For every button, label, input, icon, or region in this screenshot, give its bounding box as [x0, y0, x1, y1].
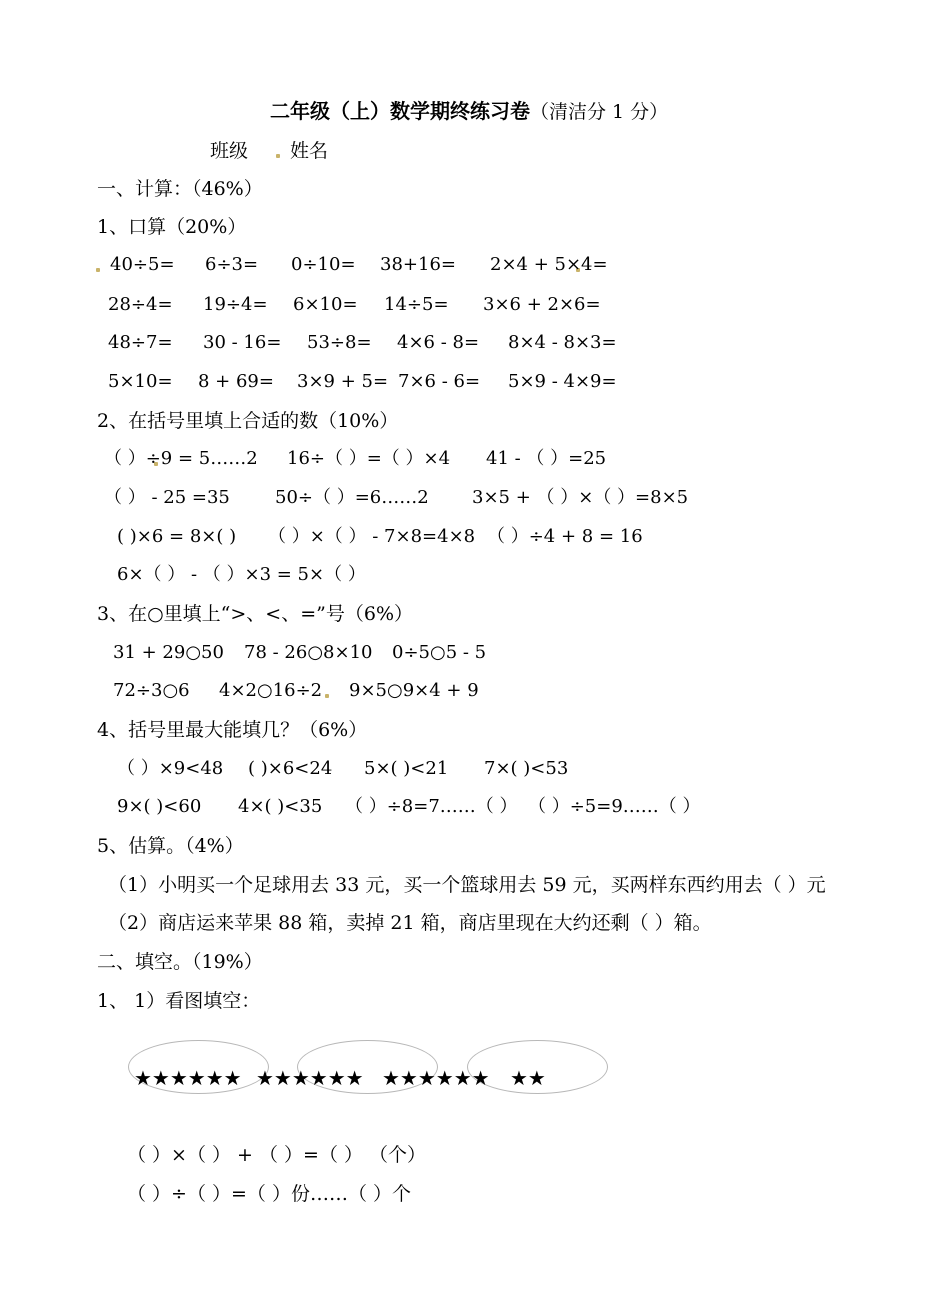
page-title — [270, 99, 668, 124]
oral-item: 53÷8= — [307, 332, 372, 353]
fill-item: 3×5 + （ ）×（ ）=8×5 — [472, 487, 689, 508]
section2-heading: 二、填空。（19%） — [97, 951, 263, 973]
star-group-3: ★★★★★★ — [382, 1066, 490, 1090]
oral-item: 3×9 + 5= — [297, 371, 389, 392]
oral-item: 30 - 16= — [203, 332, 282, 353]
scan-dot — [325, 694, 329, 698]
oral-item: 40÷5= — [110, 254, 175, 275]
fill-item: ( )×6 = 8×( ) — [117, 526, 237, 547]
fill-item: 41 - （ ）=25 — [486, 448, 607, 469]
oral-item: 2×4 + 5×4= — [490, 254, 608, 275]
oral-item: 8 + 69= — [198, 371, 274, 392]
compare-item: 0÷5○5 - 5 — [392, 642, 487, 663]
oral-item: 6×10= — [293, 294, 358, 315]
fill-item: （ ）÷4 + 8 = 16 — [487, 526, 643, 547]
max-item: （ ）÷8=7……（ ） — [345, 796, 518, 817]
oral-item: 14÷5= — [384, 294, 449, 315]
title-sub: （清洁分 1 分） — [530, 101, 669, 123]
figure-line-2: （ ）÷（ ）=（ ）份……（ ）个 — [127, 1183, 411, 1205]
q3-heading: 3、在○里填上“>、<、=”号（6%） — [97, 603, 413, 625]
estimate-item-1: （1）小明买一个足球用去 33 元，买一个篮球用去 59 元，买两样东西约用去（ ）元 — [108, 874, 826, 896]
s2-q1-heading: 1、 1）看图填空： — [97, 990, 261, 1012]
scan-dot — [96, 268, 100, 272]
max-item: ( )×6<24 — [248, 758, 333, 779]
max-item: 4×( )<35 — [238, 796, 323, 817]
oral-item: 28÷4= — [108, 294, 173, 315]
scan-dot — [276, 154, 280, 158]
star-group-4: ★★ — [510, 1066, 546, 1090]
fill-item: （ ）×（ ） - 7×8=4×8 — [268, 526, 476, 547]
star-group-1: ★★★★★★ — [134, 1066, 242, 1090]
section1-heading: 一、计算：（46%） — [97, 178, 263, 200]
title-main: 二年级（上）数学期终练习卷 — [270, 99, 530, 123]
oral-item: 38+16= — [380, 254, 456, 275]
compare-item: 78 - 26○8×10 — [244, 642, 373, 663]
oral-item: 5×10= — [108, 371, 173, 392]
max-item: （ ）÷5=9……（ ） — [528, 796, 701, 817]
oral-item: 4×6 - 8= — [397, 332, 480, 353]
fill-item: （ ） - 25 =35 — [104, 487, 230, 508]
oral-item: 6÷3= — [205, 254, 259, 275]
fill-item: 16÷（ ）=（ ）×4 — [287, 448, 451, 469]
compare-item: 72÷3○6 — [113, 680, 190, 701]
oral-item: 8×4 - 8×3= — [508, 332, 617, 353]
figure-line-1: （ ）×（ ） + （ ）=（ ） （个） — [127, 1144, 427, 1166]
oral-item: 0÷10= — [291, 254, 356, 275]
compare-item: 9×5○9×4 + 9 — [349, 680, 479, 701]
q1-heading: 1、口算（20%） — [97, 216, 247, 238]
fill-item: （ ）÷9 = 5……2 — [104, 448, 258, 469]
class-label: 班级 — [210, 140, 249, 162]
q5-heading: 5、估算。（4%） — [97, 835, 244, 857]
oral-item: 19÷4= — [203, 294, 268, 315]
name-label: 姓名 — [290, 140, 329, 162]
estimate-item-2: （2）商店运来苹果 88 箱，卖掉 21 箱，商店里现在大约还剩（ ）箱。 — [108, 912, 712, 934]
max-item: 5×( )<21 — [364, 758, 449, 779]
oral-item: 7×6 - 6= — [398, 371, 481, 392]
star-group-2: ★★★★★★ — [256, 1066, 364, 1090]
compare-item: 31 + 29○50 — [113, 642, 224, 663]
q4-heading: 4、括号里最大能填几？（6%） — [97, 719, 368, 741]
oral-item: 3×6 + 2×6= — [483, 294, 601, 315]
oral-item: 48÷7= — [108, 332, 173, 353]
fill-item: 6×（ ） - （ ）×3 = 5×（ ） — [117, 564, 366, 585]
max-item: 9×( )<60 — [117, 796, 202, 817]
fill-item: 50÷（ ）=6……2 — [275, 487, 429, 508]
max-item: （ ）×9<48 — [117, 758, 224, 779]
oral-item: 5×9 - 4×9= — [508, 371, 617, 392]
q2-heading: 2、在括号里填上合适的数（10%） — [97, 410, 399, 432]
compare-item: 4×2○16÷2 — [219, 680, 323, 701]
max-item: 7×( )<53 — [484, 758, 569, 779]
